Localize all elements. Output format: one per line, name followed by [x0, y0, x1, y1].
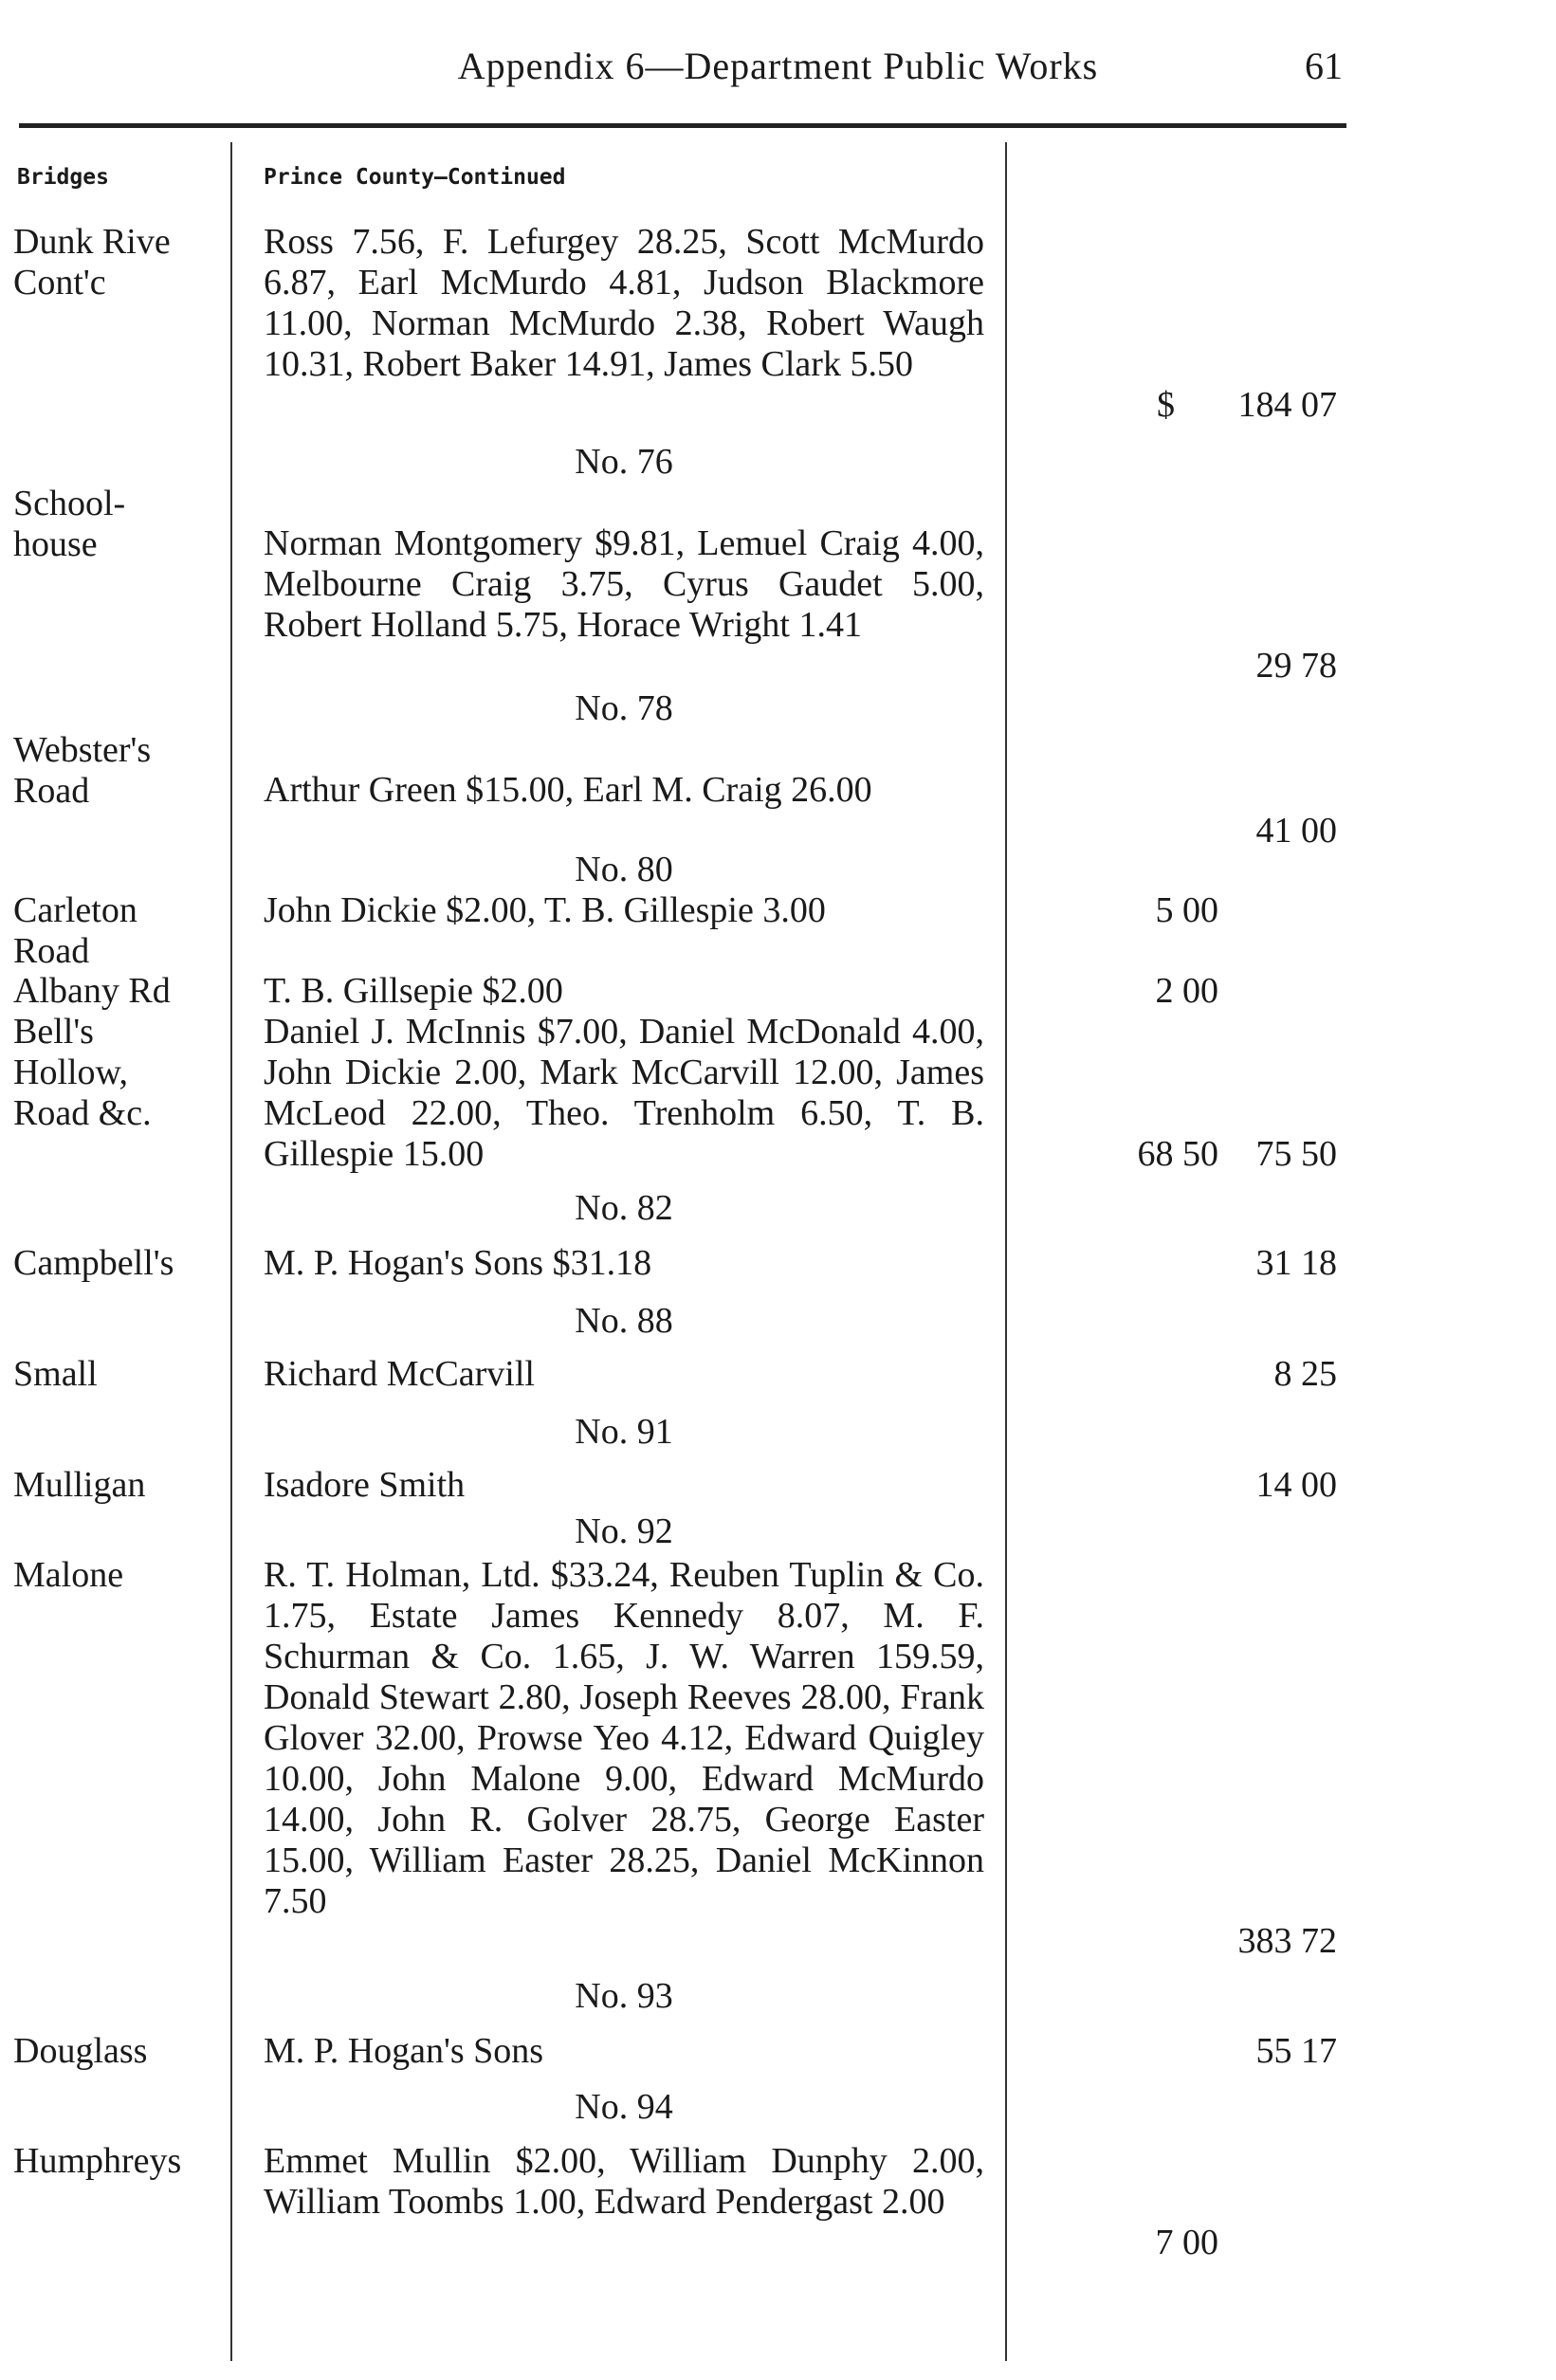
contract-number: No. 88	[575, 1301, 673, 1341]
total-amount: 383 72	[1237, 1921, 1337, 1961]
bridge-name: Humphreys	[13, 2141, 182, 2181]
contract-number: No. 92	[575, 1511, 673, 1551]
payee-list: Emmet Mullin $2.00, William Dunphy 2.00, William Toombs 1.00, Edward Pendergast 2.00	[264, 2141, 984, 2222]
payee-list: Daniel J. McInnis $7.00, Daniel McDonald 4.00, John Dickie 2.00, Mark McCarvill 12.00, James McLeod 22.00, Theo. Trenholm 6.50, T. B. Gillespie 15.00	[264, 1012, 984, 1174]
total-amount: 14 00	[1255, 1465, 1337, 1505]
bridge-name: Webster's Road	[13, 730, 152, 811]
payee-list: Norman Montgomery $9.81, Lemuel Craig 4.00, Melbourne Craig 3.75, Cyrus Gaudet 5.00, Robert Holland 5.75, Horace Wright 1.41	[264, 523, 984, 645]
payee-list: R. T. Holman, Ltd. $33.24, Reuben Tuplin & Co. 1.75, Estate James Kennedy 8.07, M. F. Schurman & Co. 1.65, J. W. Warren 159.59, Donald Stewart 2.80, Joseph Reeves 28.00, Frank Glover 32.00, Prowse Yeo 4.12, Edward Quigley 10.00, John Malone 9.00, Edward McMurdo 14.00, John R. Golver 28.75, George Easter 15.00, William Easter 28.25, Daniel McKinnon 7.50	[264, 1555, 984, 1921]
total-amount: 184 07	[1237, 385, 1337, 425]
contract-number: No. 91	[575, 1412, 673, 1452]
payee-list: M. P. Hogan's Sons	[264, 2031, 544, 2071]
total-amount: 41 00	[1255, 811, 1337, 851]
total-amount: 55 17	[1255, 2031, 1337, 2071]
payee-list: Ross 7.56, F. Lefurgey 28.25, Scott McMurdo 6.87, Earl McMurdo 4.81, Judson Blackmore 11.00, Norman McMurdo 2.38, Robert Waugh 10.31, Robert Baker 14.91, James Clark 5.50	[264, 222, 984, 384]
total-amount: 31 18	[1255, 1243, 1337, 1283]
bridge-name: Carleton Road	[13, 890, 137, 971]
bridge-name: Small	[13, 1354, 98, 1394]
subtotal-amount: 2 00	[1155, 971, 1218, 1011]
total-amount: 75 50	[1255, 1134, 1337, 1174]
bridges-column-heading: Bridges	[17, 165, 109, 190]
contract-number: No. 76	[575, 442, 673, 482]
payee-list: Richard McCarvill	[264, 1354, 535, 1394]
bridge-name: Dunk Rive Cont'c	[13, 222, 171, 302]
column-divider-left	[230, 142, 232, 2361]
page-header-title: Appendix 6—Department Public Works	[457, 45, 1099, 87]
subtotal-amount: 5 00	[1155, 890, 1218, 930]
contract-number: No. 94	[575, 2087, 673, 2127]
payee-list: M. P. Hogan's Sons $31.18	[264, 1243, 652, 1283]
payee-list: John Dickie $2.00, T. B. Gillespie 3.00	[264, 890, 826, 930]
header-rule	[19, 123, 1346, 128]
dollar-sign: $	[1157, 385, 1175, 425]
bridge-name: School- house	[13, 484, 126, 564]
contract-number: No. 78	[575, 688, 673, 728]
page-number: 61	[1305, 45, 1343, 87]
contract-number: No. 80	[575, 850, 673, 889]
total-amount: 29 78	[1255, 646, 1337, 686]
subtotal-amount: 7 00	[1155, 2223, 1218, 2262]
bridge-name: Mulligan	[13, 1465, 146, 1505]
bridge-name: Campbell's	[13, 1243, 174, 1283]
subtotal-amount: 68 50	[1137, 1134, 1218, 1174]
bridge-name: Bell's Hollow, Road &c.	[13, 1012, 152, 1133]
column-divider-right	[1005, 142, 1007, 2361]
total-amount: 8 25	[1273, 1354, 1337, 1394]
payee-list: T. B. Gillsepie $2.00	[264, 971, 563, 1011]
bridge-name: Douglass	[13, 2031, 148, 2071]
bridge-name: Malone	[13, 1555, 124, 1595]
payee-list: Arthur Green $15.00, Earl M. Craig 26.00	[264, 770, 872, 810]
county-column-heading: Prince County—Continued	[264, 165, 566, 190]
bridge-name: Albany Rd	[13, 971, 171, 1011]
contract-number: No. 82	[575, 1188, 673, 1228]
contract-number: No. 93	[575, 1976, 673, 2016]
payee-list: Isadore Smith	[264, 1465, 466, 1505]
